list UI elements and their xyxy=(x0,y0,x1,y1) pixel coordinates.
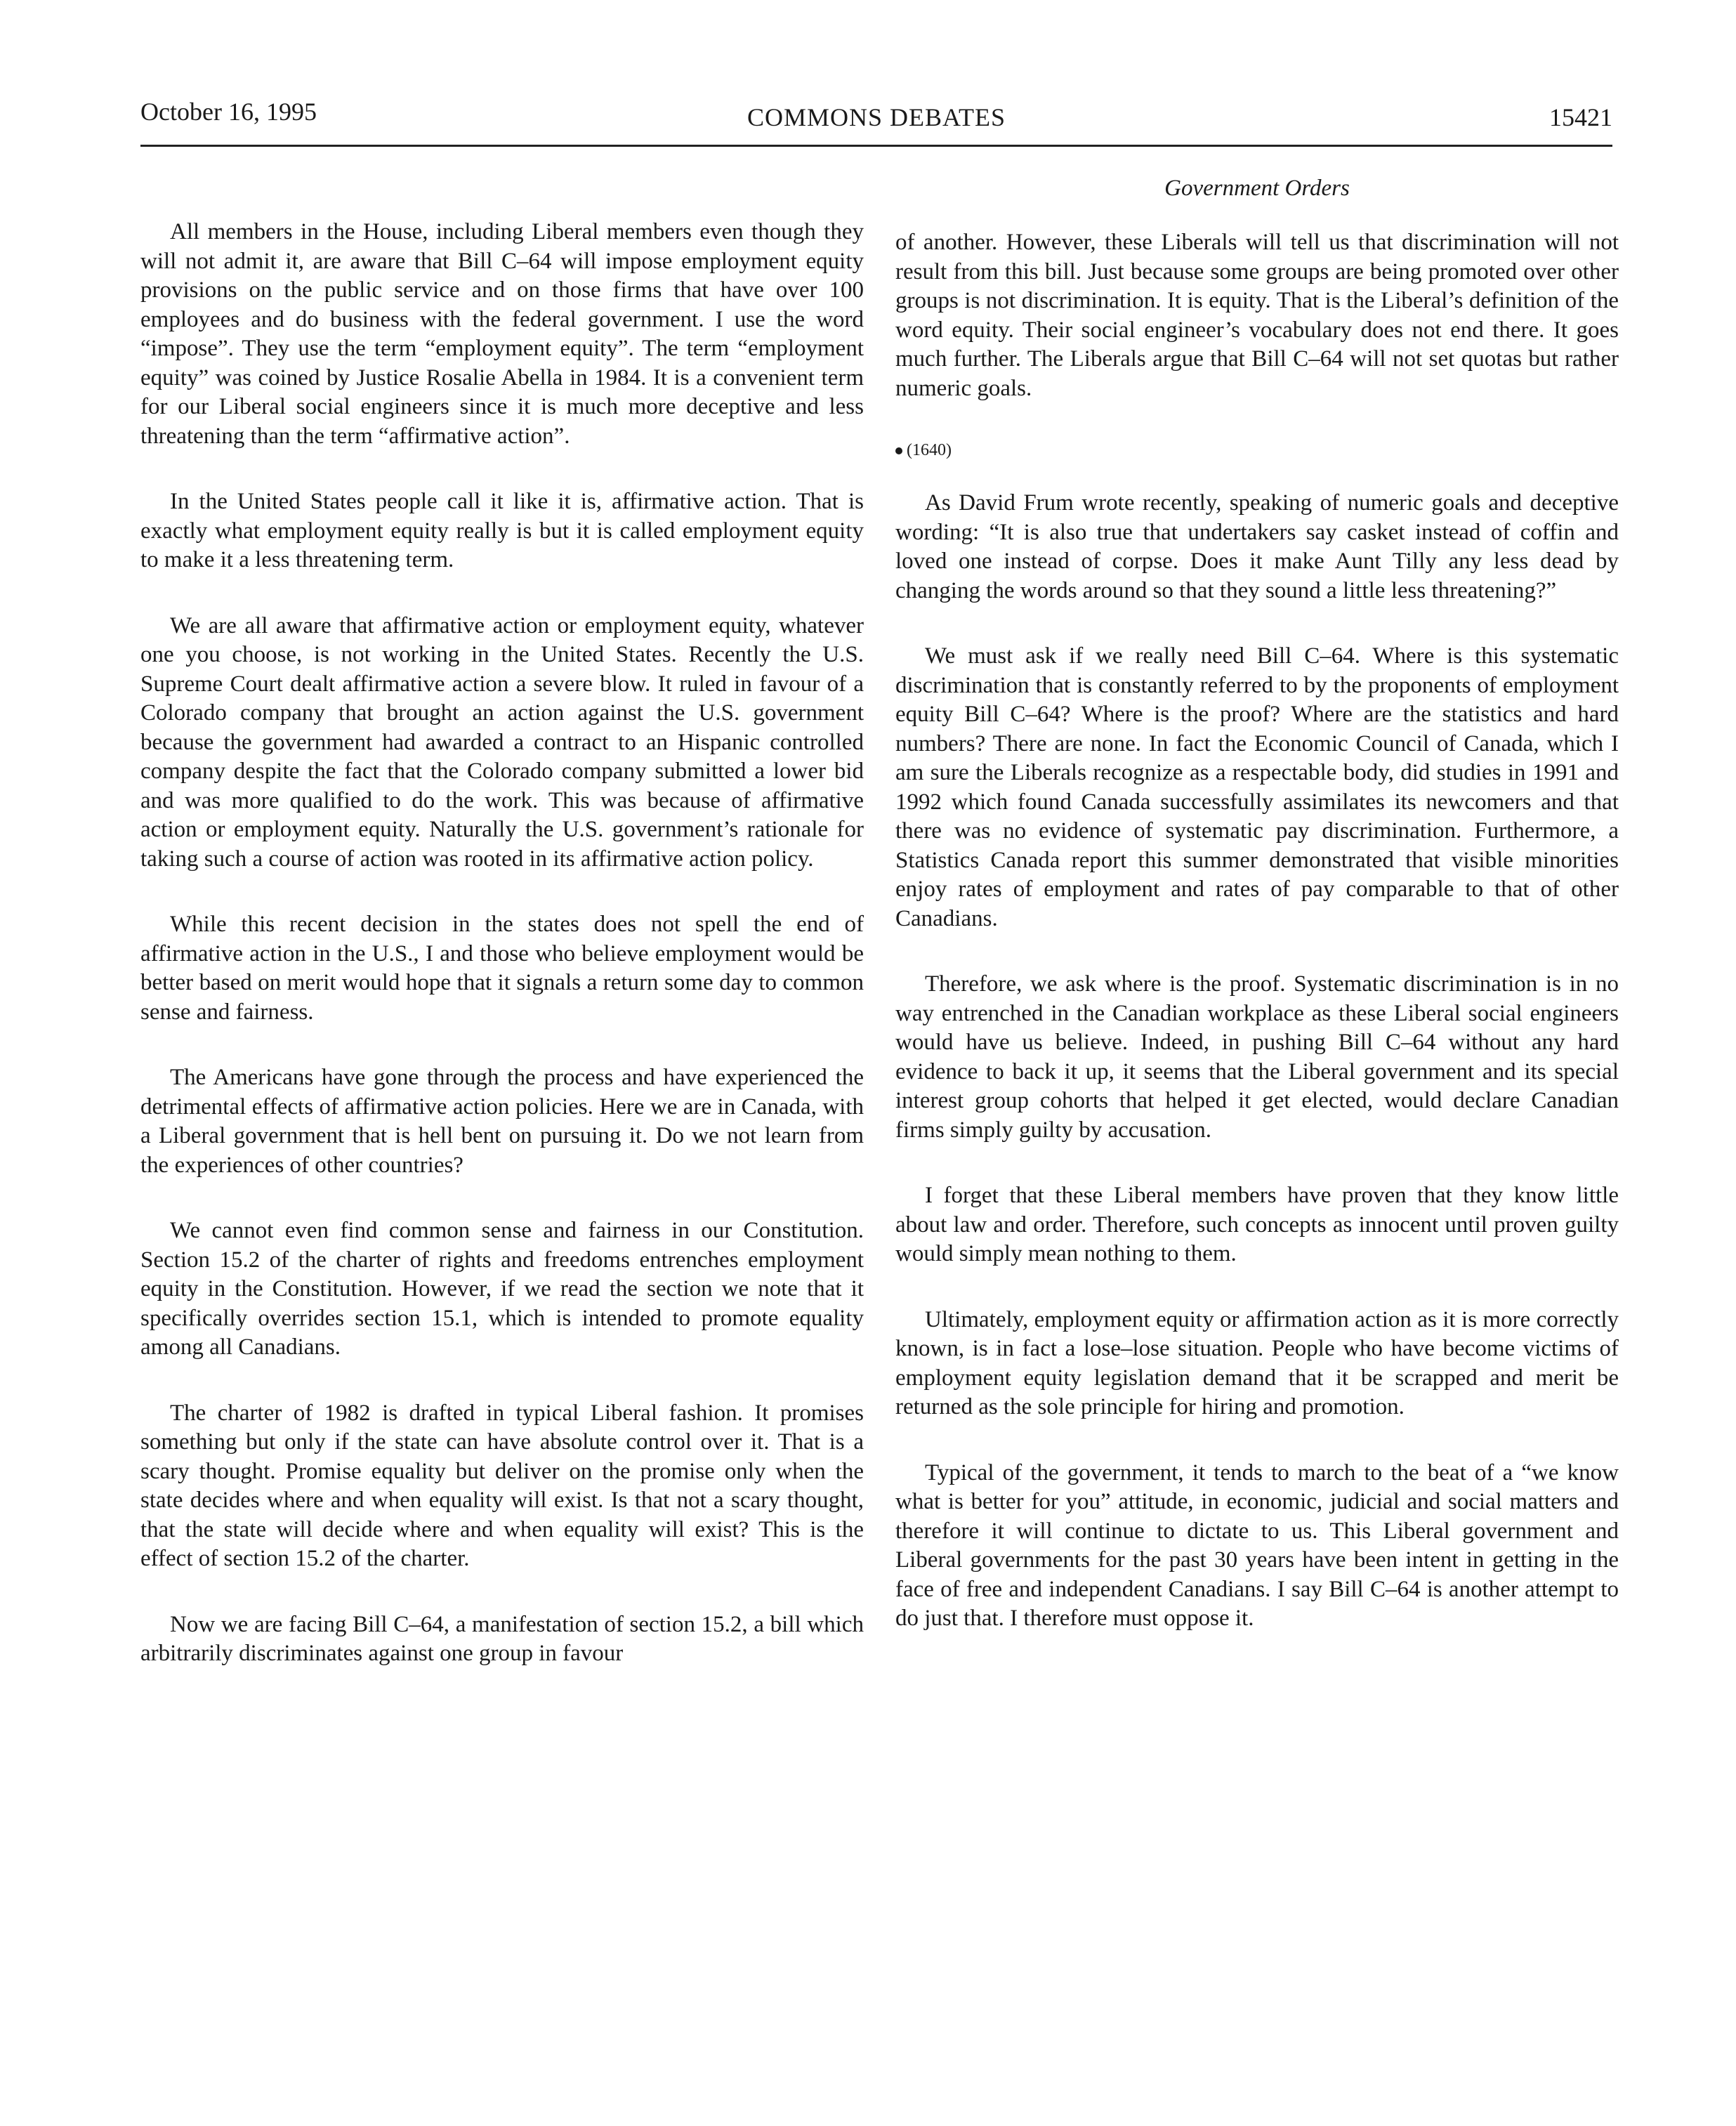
bullet-icon xyxy=(895,447,902,454)
header-rule xyxy=(140,145,1612,147)
paragraph-continuation: of another. However, these Liberals will tell us that discrimination will not result from this bill. Just because some groups are being promoted over other groups is not discrimination. It is equity. That is the Liberal’s definition of the word equity. Their social engineer’s vocabulary does not end there. It goes much further. The Liberals argue that Bill C–64 will not set quotas but rather numeric goals. xyxy=(895,230,1619,401)
right-column xyxy=(895,228,1619,1670)
paragraph: Typical of the government, it tends to march to the beat of a “we know what is better for you” attitude, in economic, judicial and social matters and therefore it will continue to dictate to us. This Liberal government and Liberal governments for the past 30 years have been intent in getting in the face of free and independent Canadians. I say Bill C–64 is another attempt to do just that. I therefore must oppose it. xyxy=(895,1459,1619,1631)
header-date: October 16, 1995 xyxy=(140,98,317,126)
left-column xyxy=(140,218,864,1705)
paragraph: We cannot even find common sense and fairness in our Constitution. Section 15.2 of the charter of rights and freedoms entrenches employment equity in the Constitution. However, if we read the section we note that it specifically overrides section 15.1, which is intended to promote equality among all Canadians. xyxy=(140,1218,864,1360)
paragraph: I forget that these Liberal members have proven that they know little about law and order. Therefore, such concepts as innocent until proven guilty would simply mean nothing to them. xyxy=(895,1183,1619,1266)
paragraph: In the United States people call it like it is, affirmative action. That is exactly what employment equity really is but it is called employment equity to make it a less threatening term. xyxy=(140,489,864,572)
timestamp-text: (1640) xyxy=(907,441,952,459)
paragraph: The charter of 1982 is drafted in typical Liberal fashion. It promises something but only if the state can have absolute control over it. That is a scary thought. Promise equality but deliver on the promise only when the state decides where and when equality will exist. Is that not a scary thought, that the state will decide where and when equality will exist? This is the effect of section 15.2 of the charter. xyxy=(140,1400,864,1571)
paragraph: Ultimately, employment equity or affirmation action as it is more correctly known, is in fact a lose–lose situation. People who have become victims of employment equity legislation demand that it be scrapped and merit be returned as the sole principle for hiring and promotion. xyxy=(895,1306,1619,1419)
paragraph: The Americans have gone through the process and have experienced the detrimental effects of affirmative action policies. Here we are in Canada, with a Liberal government that is hell bent on pursuing it. Do we not learn from the experiences of other countries? xyxy=(140,1065,864,1178)
header-title: COMMONS DEBATES xyxy=(747,103,1006,131)
paragraph: Now we are facing Bill C–64, a manifestation of section 15.2, a bill which arbitrarily discriminates against one group in favour xyxy=(140,1611,864,1666)
paragraph: We are all aware that affirmative action or employment equity, whatever one you choose, is not working in the United States. Recently the U.S. Supreme Court dealt affirmative action a severe blow. It ruled in favour of a Colorado company that brought an action against the U.S. government because the government had awarded a contract to an Hispanic controlled company despite the fact that the Colorado company submitted a lower bid and was more qualified to do the work. This was because of affirmative action or employment equity. Naturally the U.S. government’s rationale for taking such a course of action was rooted in its affirmative action policy. xyxy=(140,612,864,872)
paragraph: All members in the House, including Liberal members even though they will not admit it, are aware that Bill C–64 will impose employment equity provisions on the public service and on those firms that have over 100 employees and do business with the federal government. I use the word “impose”. They use the term “employment equity”. The term “employment equity” was coined by Justice Rosalie Abella in 1984. It is a convenient term for our Liberal social engineers since it is much more deceptive and less threatening than the term “affirmative action”. xyxy=(140,219,864,449)
paragraph: While this recent decision in the states does not spell the end of affirmative action in the U.S., I and those who believe employment would be better based on merit would hope that it signals a return some day to common sense and fairness. xyxy=(140,912,864,1025)
paragraph: We must ask if we really need Bill C–64. Where is this systematic discrimination that is constantly referred to by the proponents of employment equity Bill C–64? Where is the proof? Where are the statistics and hard numbers? There are none. In fact the Economic Council of Canada, which I am sure the Liberals recognize as a respectable body, did studies in 1991 and 1992 which found Canada successfully assimilates its newcomers and that there was no evidence of systematic pay discrimination. Furthermore, a Statistics Canada report this summer demonstrated that visible minorities enjoy rates of employment and rates of pay comparable to that of other Canadians. xyxy=(895,643,1619,931)
section-label: Government Orders xyxy=(1164,176,1350,201)
paragraph: Therefore, we ask where is the proof. Systematic discrimination is in no way entrenched in the Canadian workplace as these Liberal social engineers would have us believe. Indeed, in pushing Bill C–64 without any hard evidence to back it up, it seems that the Liberal government and its special interest group cohorts that helped it get elected, would declare Canadian firms simply guilty by accusation. xyxy=(895,971,1619,1143)
timestamp-marker xyxy=(895,440,1619,461)
page-header xyxy=(140,97,1612,136)
header-page-number: 15421 xyxy=(1549,103,1612,131)
paragraph: As David Frum wrote recently, speaking of numeric goals and deceptive wording: “It is also true that undertakers say casket instead of coffin and loved one instead of corpse. Does it make Aunt Tilly any less dead by changing the words around so that they sound a little less threatening?” xyxy=(895,490,1619,603)
